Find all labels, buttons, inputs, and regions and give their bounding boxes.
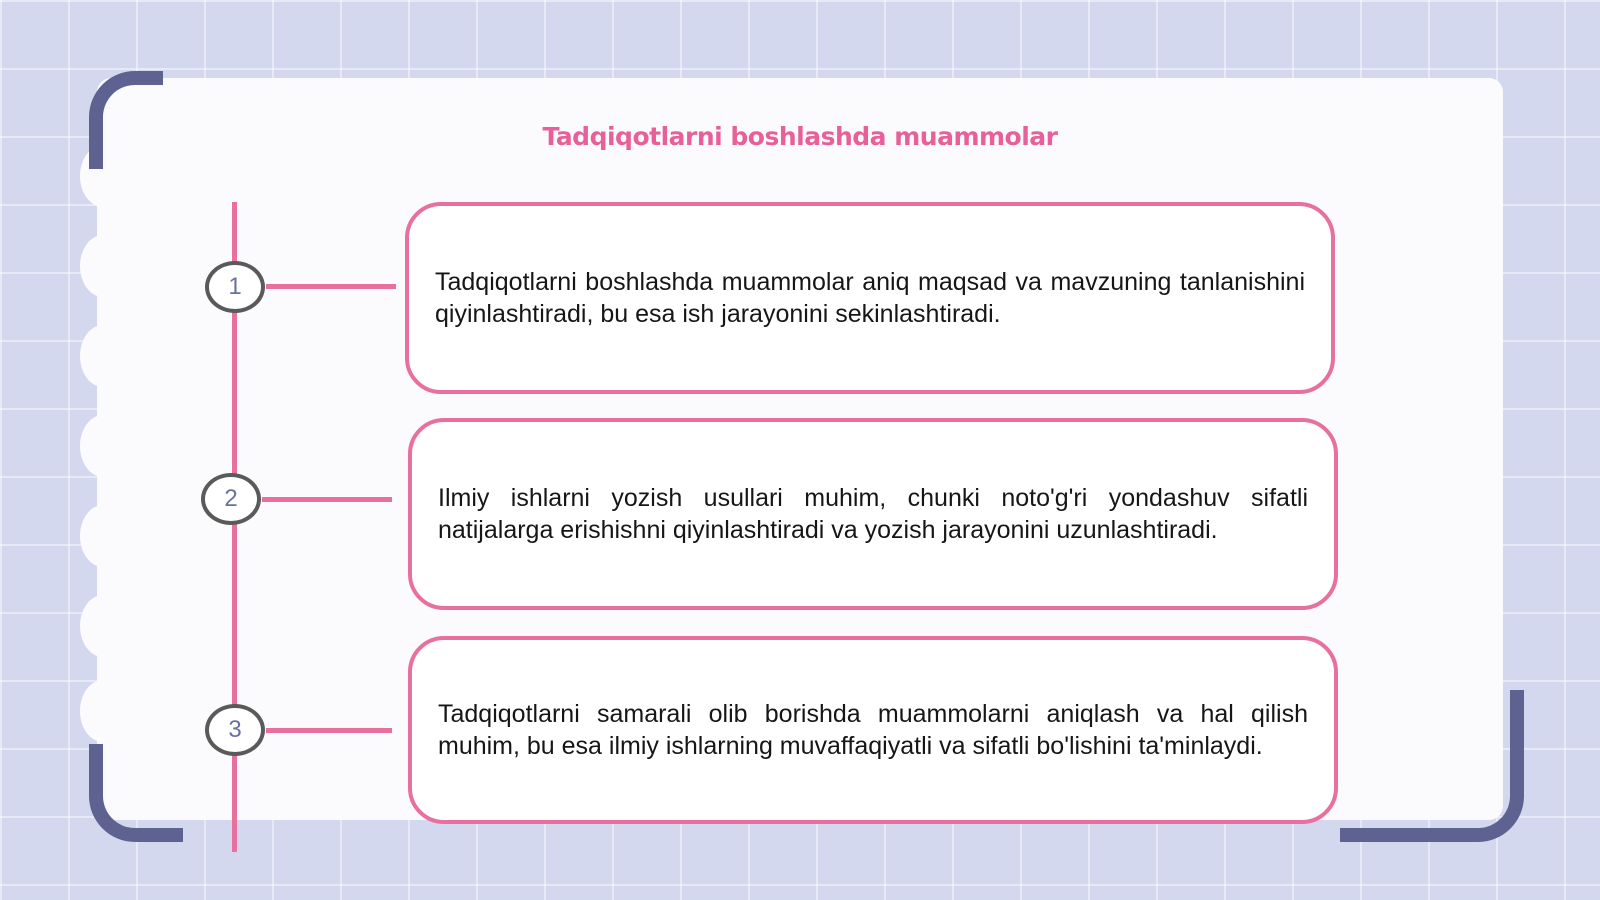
- step-card-text: Tadqiqotlarni samarali olib borishda muammolarni aniqlash va hal qilish muhim, bu esa ilmiy ishlarning muvaffaqiyatli va sifatli bo'lishini ta'minlaydi.: [438, 700, 1308, 760]
- paper-scallop: [80, 680, 126, 742]
- paper-scallop: [80, 235, 126, 297]
- step-number: 2: [224, 485, 238, 512]
- frame-corner-bottom-left: [89, 744, 183, 842]
- step-number-badge: [201, 473, 261, 525]
- paper-scallop: [80, 415, 126, 477]
- paper-scallop: [80, 325, 126, 387]
- frame-corner-top-left: [89, 71, 163, 169]
- step-card: [408, 418, 1338, 610]
- timeline-connector: [266, 284, 396, 289]
- frame-corner-bottom-right: [1340, 690, 1524, 842]
- step-number: 3: [228, 716, 242, 743]
- step-card: [405, 202, 1335, 394]
- step-number: 1: [228, 273, 242, 300]
- paper-scallop: [80, 505, 126, 567]
- timeline-connector: [262, 497, 392, 502]
- paper-scallop: [80, 595, 126, 657]
- step-number-badge: [205, 704, 265, 756]
- step-card: [408, 636, 1338, 824]
- slide-title: Tadqiqotlarni boshlashda muammolar: [542, 122, 1058, 151]
- step-card-text: Ilmiy ishlarni yozish usullari muhim, chunki noto'g'ri yondashuv sifatli natijalarga erishishni qiyinlashtiradi va yozish jarayonini uzunlashtiradi.: [438, 484, 1308, 544]
- step-card-text: Tadqiqotlarni boshlashda muammolar aniq maqsad va mavzuning tanlanishini qiyinlashtiradi, bu esa ish jarayonini sekinlashtiradi.: [435, 268, 1305, 328]
- timeline-connector: [266, 728, 392, 733]
- step-number-badge: [205, 261, 265, 313]
